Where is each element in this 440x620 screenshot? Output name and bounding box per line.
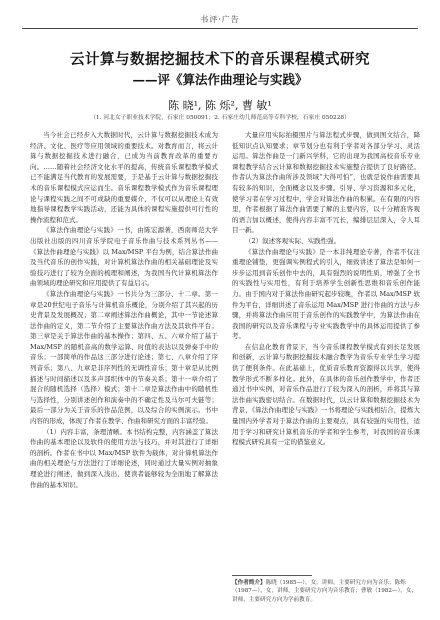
body-column-left [30,130,218,608]
author-affiliation: （1. 河北女子职业技术学院，石家庄 050091；2. 石家庄幼儿师范高等专科学校，石家庄 050228） [90,115,350,121]
article-subtitle: ——评《算法作曲理论与实践》 [132,72,308,87]
paragraph: 大量应用实际拍摄照片与算法程式步骤，做到图文结合，降低知识点认知要求；章节划分也有利于学者对各部分学习、灵活运用。算法作曲是一门新兴学科，它的出现为我国高校音乐专业课程教学结合云计算和数据挖掘技术实施整合提供了良好路径。作者认为算法作曲所涉及领域“大得可怕”，也就是说作曲需要具有较多的知识，全面概念以及步骤。引导、学习资源和多元化，使学习者在学习过程中，学会对算法作曲的积累。在有限的内容里，作者根据了算法作曲需要了解的主要内容，以十分精准客观的语言加以概述，使得内容丰富不冗长，编排层层深入，令人耳目一新。 [232,131,420,235]
author-footnote [232,579,420,604]
header-divider [22,28,418,29]
paragraph: 《算法作曲理论与实践》一书共分为三部分、十二章。第一章是20世纪电子音乐与计算机音乐概论，分别介绍了其兴起的历史背景及发展概况；第二章阐述算法作曲概论，其中一节论述算法作曲的定义，第二节介绍了主要算法作曲方法及其软件平台；第三章是关于算法作曲的基本操作；第四、五、六章介绍了基于 Max/MSP 的随机音高的数学运算、时值的表达以及弹奏手中的音乐；一部简单的作品这三部分进行论述；第七、八章介绍了序列音乐；第八、九章是非序列性的无调性音乐；第十章是从比例描述与时间描述以及多声部织体中的节奏关系；第十一章介绍了混合的随机选择（选择）模式；第十二章是算法作曲中的随机性与选择性，分别讲述创作和演奏中的不确定性及马尔可夫链等；最后一部分为关于音乐的作品范例，以及综合的实例演示。书中内容的形成，体现了作者在教学、作曲和研究方面的丰富经验。 [30,289,218,426]
paragraph: 在信息化教育背景下，当今音乐课程教学模式有到长足发展和创新，云计算与数据挖掘技术融合教学为音乐专业学生学习提供了便利条件。在此基础上，优质音乐教育资源得以共享，使得教学形式不断多样化。此外，在具体的音乐创作教学中，作者还通过书中实例，对音乐作品进行了较为深入的剖析，并将其与算法作曲实践密切结合。在数据时代，以云计算和数据挖掘技术为背景，《算法作曲理论与实践》一书将理论与实践相结合，提炼大量国内外学者对于算法作曲的主要观点，具有较强的实用性，适用于学习和研究计算机音乐的学者和学生参考，对我国的音乐课程模式研究具有一定的借鉴意义。 [232,342,420,447]
running-head: 书评·广告 [200,15,240,24]
footnote-text: 陈晓（1985—），女，讲师，主要研究方向为音乐；陈烁（1987—），女，讲师，主要研究方向为音乐教育；曹敏（1982—），女，讲师，主要研究方向为学前教育。 [232,580,418,603]
footnote-divider [232,575,312,576]
paragraph: （1）内容丰富，条理清晰。本书结构完整，内容涵盖了算法作曲的基本理论以及软件的使用方法与技巧，并对其进行了详细的剖析。作者在书中以 Max/MSP 软件为载体，对计算机算法作曲的相关理论与方法进行了详细论述，同时通过大量实例对抽象理论进行阐述，做到深入浅出，使读者能够较为全面地了解算法作曲的基本知识。 [30,427,218,489]
author-list: 陈 晓¹, 陈 烁², 曹 敏¹ [168,99,272,112]
article-title: 云计算与数据挖掘技术下的音乐课程模式研究 [70,52,370,68]
paragraph: 当今社会已经步入大数据时代，云计算与数据挖掘技术成为经济、文化、医疗等应用领域的重要技术。对教育而言，将云计算与数据挖掘技术进行融合，已成为当前教育改革的重要方向。……随着社会经济文化水平的提高，传统音乐课程教学模式已不能满足当代教育的发展需要，于是基于云计算与数据挖掘技术的音乐课程模式应运而生。音乐课程教学模式作为音乐课程理论与课程实践之间不可或缺的重要媒介，不仅可以从理论上有效地指导课程教学实践活动，还能为具体的课程实施提供可行性的操作流程和范式。 [30,131,218,224]
body-column-right [232,130,420,568]
footnote-label: 【作者简介】 [232,580,266,586]
paragraph: 《算法作曲理论与实践》是一本非纯理论专著，作者不仅注重理论铺垫，更强调实例程式的引入，细致讲述了算法是如何一步步运用到音乐创作中去的，具有强烈的说明性质，增强了全书的实践性与实用性，有利于培养学生创新性思维和音乐创作能力。由于国内对于算法作曲研究起步较晚，作者以 Max/MSP 软件为平台，详细讲述了音乐运用 Max/MSP 进行作曲的方法与步骤，并将算法作曲应用于音乐创作的实践教学中，为算法作曲在我国的研究以及音乐课程与专业实践教学中的具体运用提供了参考。 [232,247,420,341]
section-heading: （2）叙述客观实际，实践性强。 [245,236,341,245]
paragraph: 《算法作曲理论与实践》一书，由陈宏源著，西南师范大学出版社出版的四川音乐学院电子音乐作曲与技术系列丛书——《算法作曲理论与实践》以 Max/MSP 平台为例，结合算法作曲及当代音乐的创作实践，对计算机算法作曲的相关基础理论及实验技巧进行了较为全面的梳理和阐述，为我国当代计算机算法作曲领域的理论研究和应用提供了有益启示。 [30,226,218,288]
